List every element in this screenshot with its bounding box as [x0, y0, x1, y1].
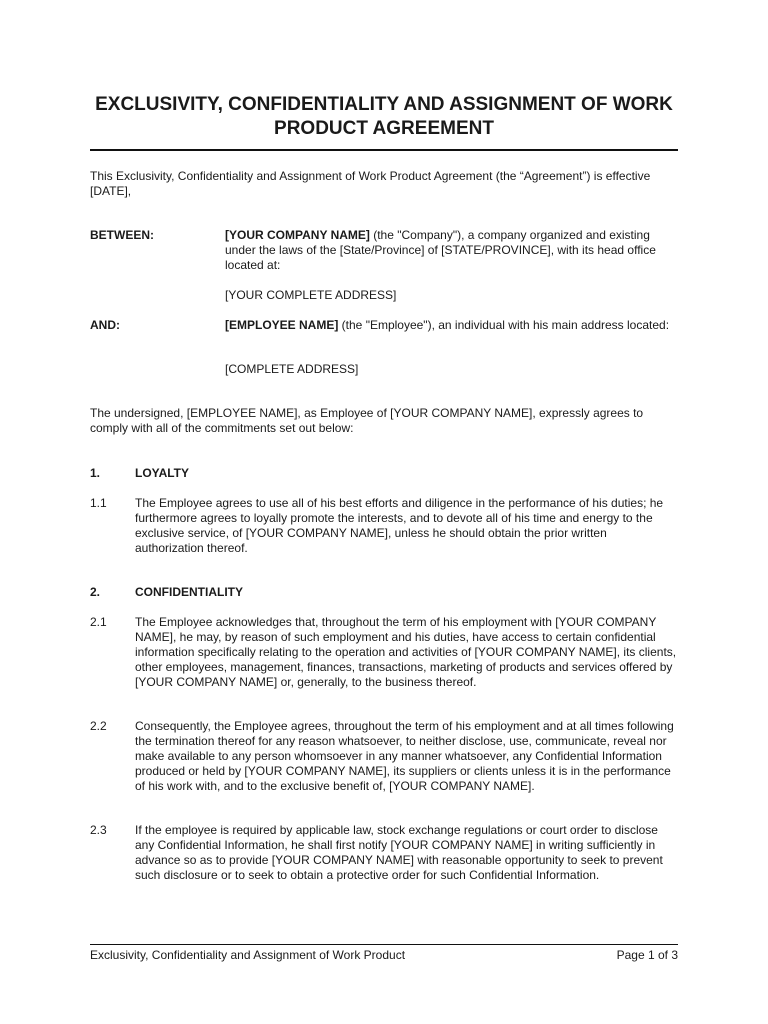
clause-text: The Employee agrees to use all of his best efforts and diligence in the performance of his duties; he furthermore agrees to loyally promote the interests, and to devote all of his time and energy to the exclusive service, of [YOUR COMPANY NAME], unless he should obtain the prior written authorization thereof.: [135, 496, 664, 555]
and-label: AND:: [90, 318, 120, 332]
intro-paragraph: This Exclusivity, Confidentiality and Assignment of Work Product Agreement (the “Agreement”) is effective [DATE],: [90, 169, 651, 198]
employee-party-description: [225, 318, 680, 333]
employee-party-text: (the "Employee"), an individual with his main address located:: [338, 318, 670, 332]
clause-number: 2.1: [90, 615, 107, 629]
company-address-placeholder: [YOUR COMPLETE ADDRESS]: [225, 288, 397, 302]
title-divider: [90, 149, 678, 151]
company-name-placeholder: [YOUR COMPANY NAME]: [225, 228, 370, 242]
section-heading-confidentiality: CONFIDENTIALITY: [135, 585, 243, 599]
footer-document-title: Exclusivity, Confidentiality and Assignment of Work Product: [90, 948, 406, 962]
company-party-text: (the "Company"), a company organized and existing under the laws of the [State/Province] of [STATE/PROVINCE], with its head office located at:: [225, 228, 656, 272]
undersigned-paragraph: The undersigned, [EMPLOYEE NAME], as Employee of [YOUR COMPANY NAME], expressly agrees to comply with all of the commitments set out below:: [90, 406, 644, 435]
clause-number: 1.1: [90, 496, 107, 510]
clause-number: 2.2: [90, 719, 107, 733]
employee-address-placeholder: [COMPLETE ADDRESS]: [225, 362, 359, 376]
clause-text: If the employee is required by applicable law, stock exchange regulations or court order to disclose any Confidential Information, he shall first notify [YOUR COMPANY NAME] in writing sufficiently in advance so as to provide [YOUR COMPANY NAME] with reasonable opportunity to seek to prevent such disclosure or to seek to obtain a protective order for such Confidential Information.: [135, 823, 663, 882]
section-heading-loyalty: LOYALTY: [135, 466, 190, 480]
section-number: 2.: [90, 585, 101, 599]
document-title: EXCLUSIVITY, CONFIDENTIALITY AND ASSIGNMENT OF WORK PRODUCT AGREEMENT: [95, 94, 673, 139]
clause-text: Consequently, the Employee agrees, throughout the term of his employment and at all times following the termination thereof for any reason whatsoever, to neither disclose, use, communicate, reveal nor make available to any person whomsoever in any manner whatsoever, any Confidential Information produced or held by [YOUR COMPANY NAME], its suppliers or clients unless it is in the performance of his work with, and to the exclusive benefit of, [YOUR COMPANY NAME].: [135, 719, 674, 793]
clause-number: 2.3: [90, 823, 107, 837]
clause-text: The Employee acknowledges that, throughout the term of his employment with [YOUR COMPANY NAME], he may, by reason of such employment and his duties, have access to certain confidential information specifically relating to the operation and activities of [YOUR COMPANY NAME], its clients, other employees, management, finances, transactions, marketing of products and services offered by [YOUR COMPANY NAME] or, generally, to the business thereof.: [135, 615, 677, 689]
page-number: Page 1 of 3: [616, 948, 678, 962]
between-label: BETWEEN:: [90, 228, 154, 242]
employee-name-placeholder: [EMPLOYEE NAME]: [225, 318, 339, 332]
section-number: 1.: [90, 466, 101, 480]
footer-divider: [90, 944, 678, 945]
company-party-description: [225, 228, 680, 273]
